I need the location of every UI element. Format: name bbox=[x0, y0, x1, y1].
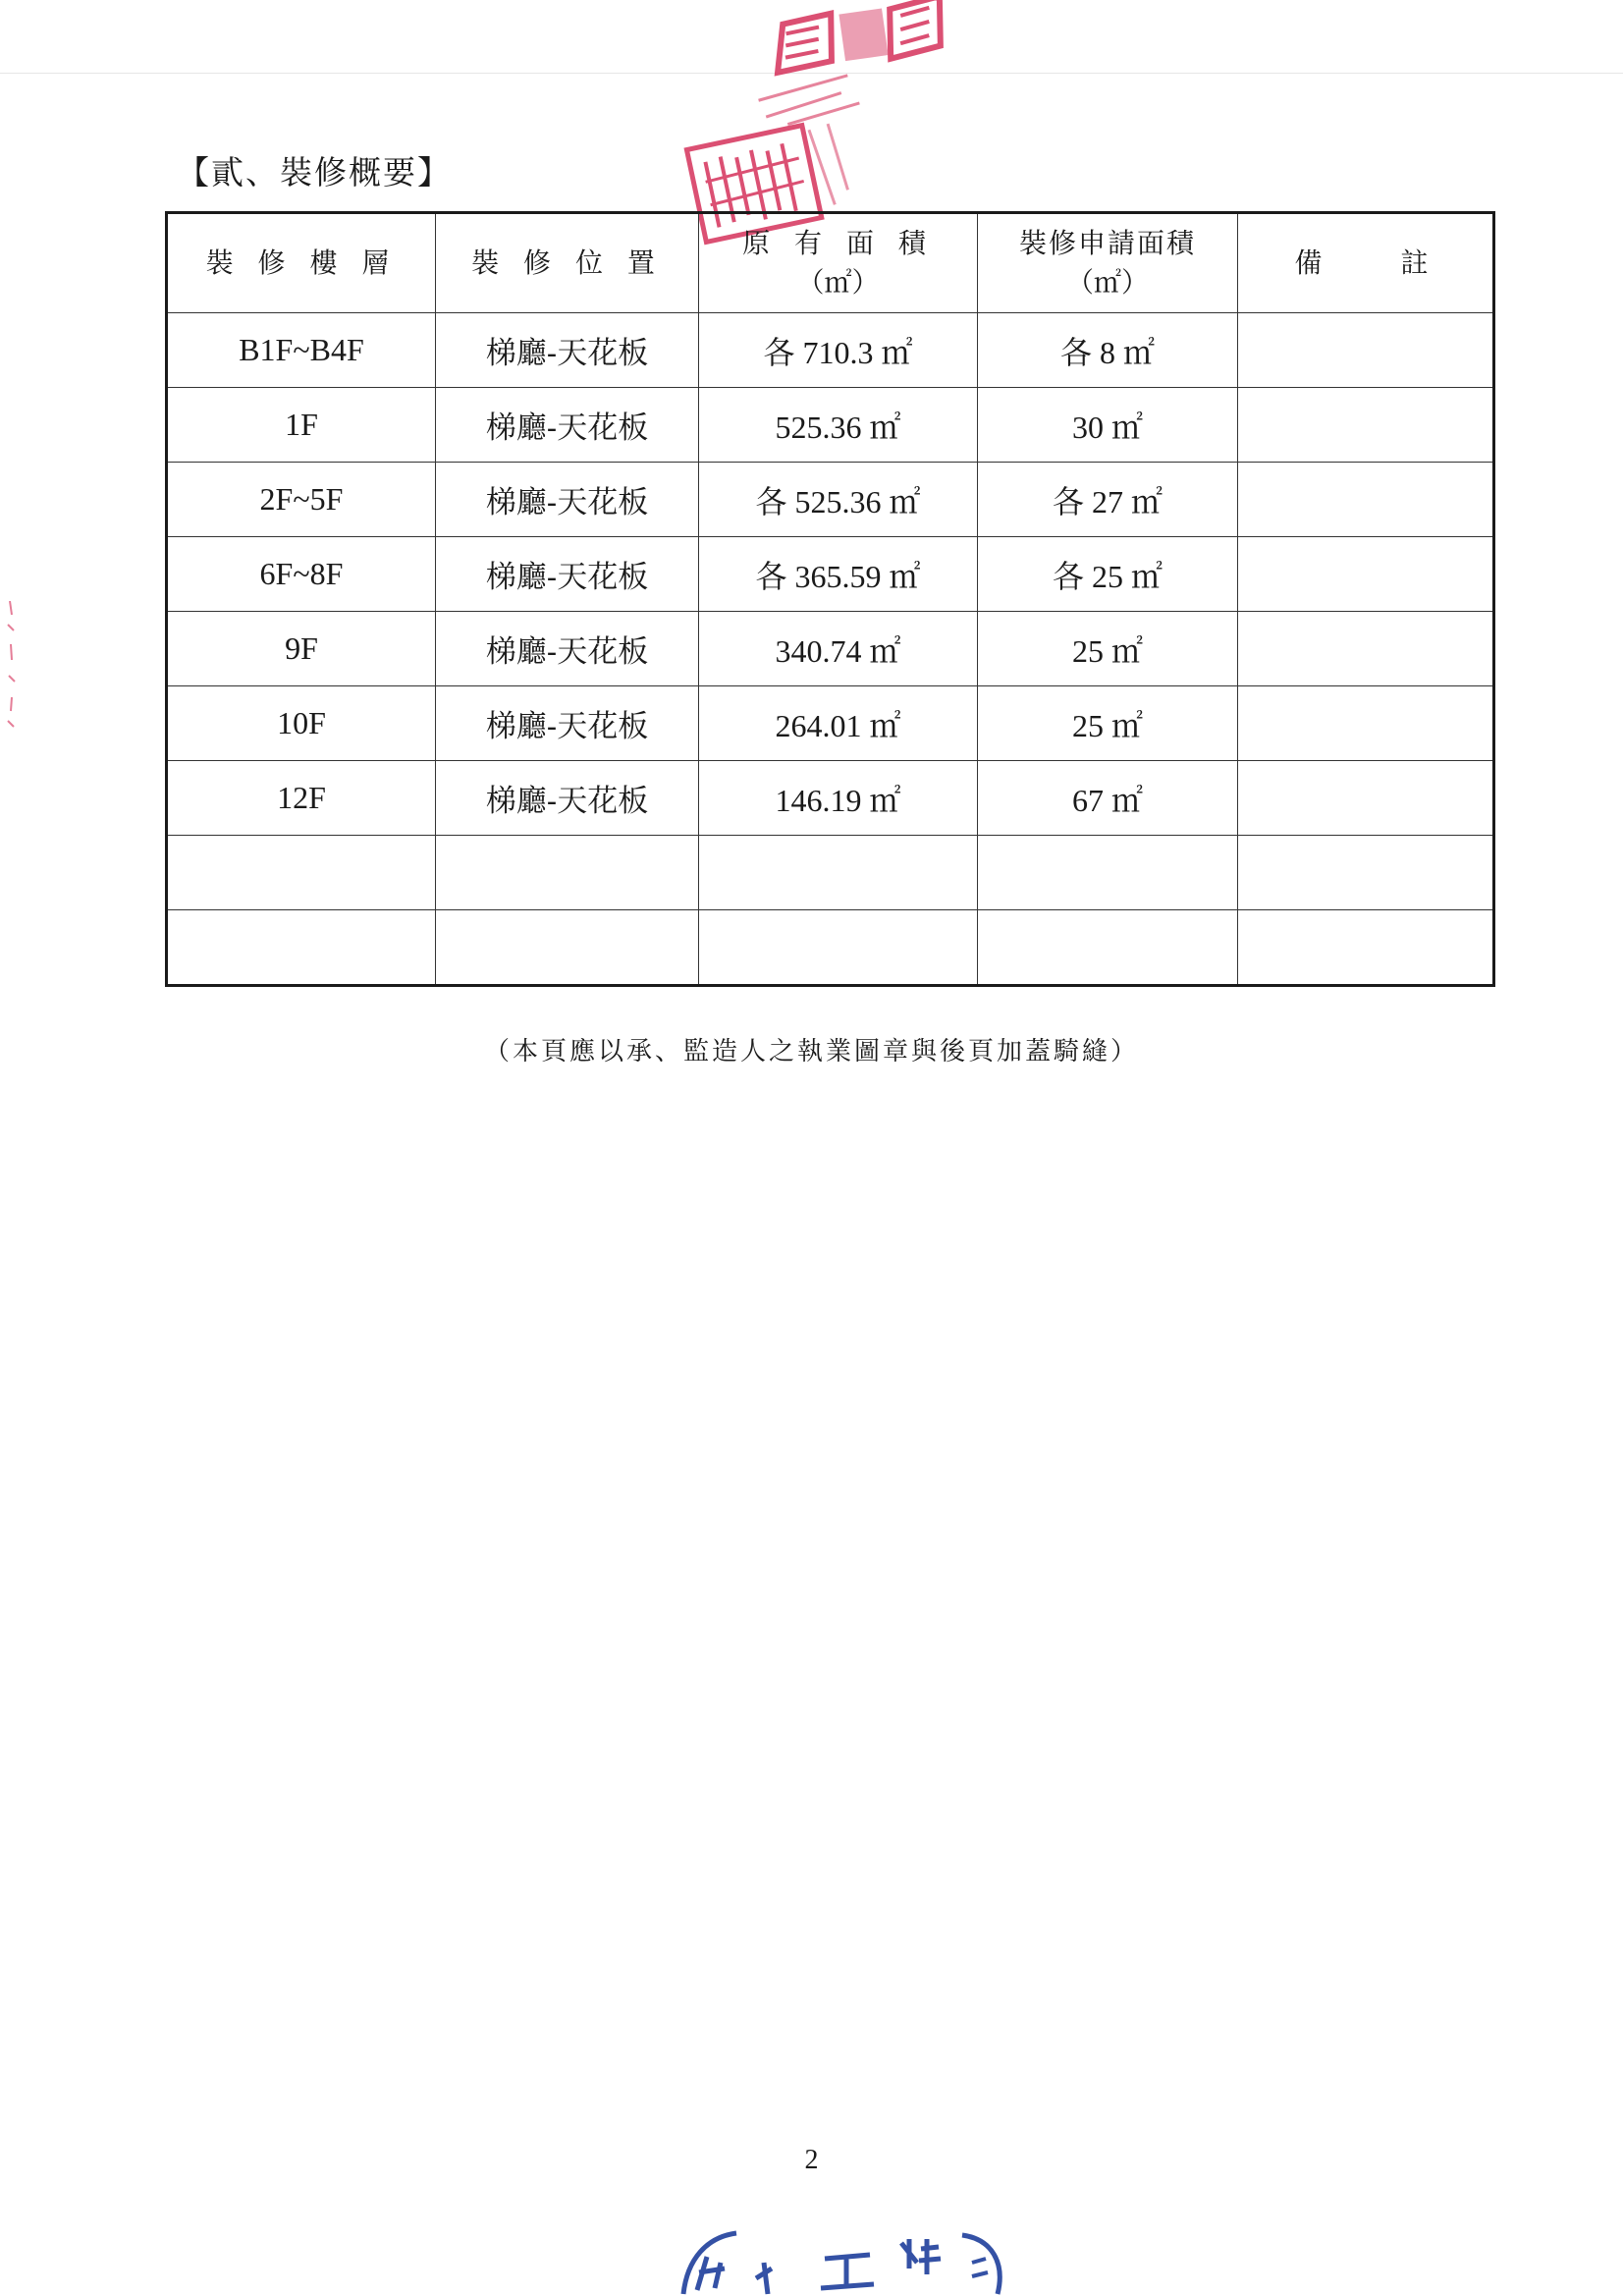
cell-location: 梯廳-天花板 bbox=[436, 388, 699, 463]
table-row bbox=[167, 910, 1494, 986]
cell-original-area: 各 710.3 ㎡ bbox=[699, 313, 978, 388]
cell-floor bbox=[167, 836, 436, 910]
cell-remarks bbox=[1238, 313, 1494, 388]
cell-requested-area bbox=[978, 910, 1238, 986]
table-row bbox=[167, 612, 1494, 686]
page-number: 2 bbox=[804, 2145, 819, 2175]
cell-location: 梯廳-天花板 bbox=[436, 313, 699, 388]
cell-floor bbox=[167, 910, 436, 986]
cell-remarks bbox=[1238, 836, 1494, 910]
table-row bbox=[167, 686, 1494, 761]
cell-floor: 2F~5F bbox=[167, 463, 436, 537]
cell-requested-area bbox=[978, 836, 1238, 910]
seal-note: （本頁應以承、監造人之執業圖章與後頁加蓋騎縫） bbox=[483, 1037, 1139, 1066]
header-original-area-unit: （㎡） bbox=[796, 266, 880, 299]
cell-requested-area: 67 ㎡ bbox=[978, 761, 1238, 836]
cell-original-area: 各 365.59 ㎡ bbox=[699, 537, 978, 612]
table-row bbox=[167, 761, 1494, 836]
cell-location: 梯廳-天花板 bbox=[436, 761, 699, 836]
cell-floor: 6F~8F bbox=[167, 537, 436, 612]
table-row bbox=[167, 313, 1494, 388]
cell-requested-area: 各 25 ㎡ bbox=[978, 537, 1238, 612]
cell-location: 梯廳-天花板 bbox=[436, 463, 699, 537]
cell-location: 梯廳-天花板 bbox=[436, 537, 699, 612]
header-floor: 裝 修 樓 層 bbox=[167, 213, 436, 313]
header-requested-area bbox=[978, 213, 1238, 313]
table-header-row bbox=[167, 213, 1494, 313]
margin-stamp-fragment-icon bbox=[6, 601, 20, 729]
cell-requested-area: 各 8 ㎡ bbox=[978, 313, 1238, 388]
cell-requested-area: 25 ㎡ bbox=[978, 612, 1238, 686]
cell-location: 梯廳-天花板 bbox=[436, 612, 699, 686]
cell-requested-area: 30 ㎡ bbox=[978, 388, 1238, 463]
cell-location: 梯廳-天花板 bbox=[436, 686, 699, 761]
cell-floor: 1F bbox=[167, 388, 436, 463]
header-original-area-label: 原 有 面 積 bbox=[742, 227, 934, 259]
cell-requested-area: 各 27 ㎡ bbox=[978, 463, 1238, 537]
cell-remarks bbox=[1238, 910, 1494, 986]
cell-remarks bbox=[1238, 463, 1494, 537]
cell-remarks bbox=[1238, 388, 1494, 463]
table-row bbox=[167, 537, 1494, 612]
table-row bbox=[167, 836, 1494, 910]
cell-floor: 12F bbox=[167, 761, 436, 836]
cell-original-area: 525.36 ㎡ bbox=[699, 388, 978, 463]
header-requested-area-label: 裝修申請面積 bbox=[1018, 227, 1196, 259]
cell-original-area bbox=[699, 836, 978, 910]
cell-remarks bbox=[1238, 612, 1494, 686]
table-row bbox=[167, 388, 1494, 463]
header-requested-area-unit: （㎡） bbox=[1065, 266, 1149, 299]
header-remarks: 備 註 bbox=[1238, 213, 1494, 313]
cell-floor: 10F bbox=[167, 686, 436, 761]
header-original-area bbox=[699, 213, 978, 313]
cell-location bbox=[436, 836, 699, 910]
header-location: 裝 修 位 置 bbox=[436, 213, 699, 313]
renovation-summary-table bbox=[165, 211, 1495, 987]
cell-floor: B1F~B4F bbox=[167, 313, 436, 388]
cell-original-area: 340.74 ㎡ bbox=[699, 612, 978, 686]
cell-requested-area: 25 ㎡ bbox=[978, 686, 1238, 761]
cell-location bbox=[436, 910, 699, 986]
cell-floor: 9F bbox=[167, 612, 436, 686]
cell-remarks bbox=[1238, 761, 1494, 836]
cell-original-area: 各 525.36 ㎡ bbox=[699, 463, 978, 537]
cell-remarks bbox=[1238, 537, 1494, 612]
section-heading: 【貳、裝修概要】 bbox=[177, 153, 452, 191]
table-row bbox=[167, 463, 1494, 537]
cell-remarks bbox=[1238, 686, 1494, 761]
cell-original-area: 146.19 ㎡ bbox=[699, 761, 978, 836]
cell-original-area bbox=[699, 910, 978, 986]
cell-original-area: 264.01 ㎡ bbox=[699, 686, 978, 761]
blue-seal-stamp-icon bbox=[677, 2229, 1011, 2296]
